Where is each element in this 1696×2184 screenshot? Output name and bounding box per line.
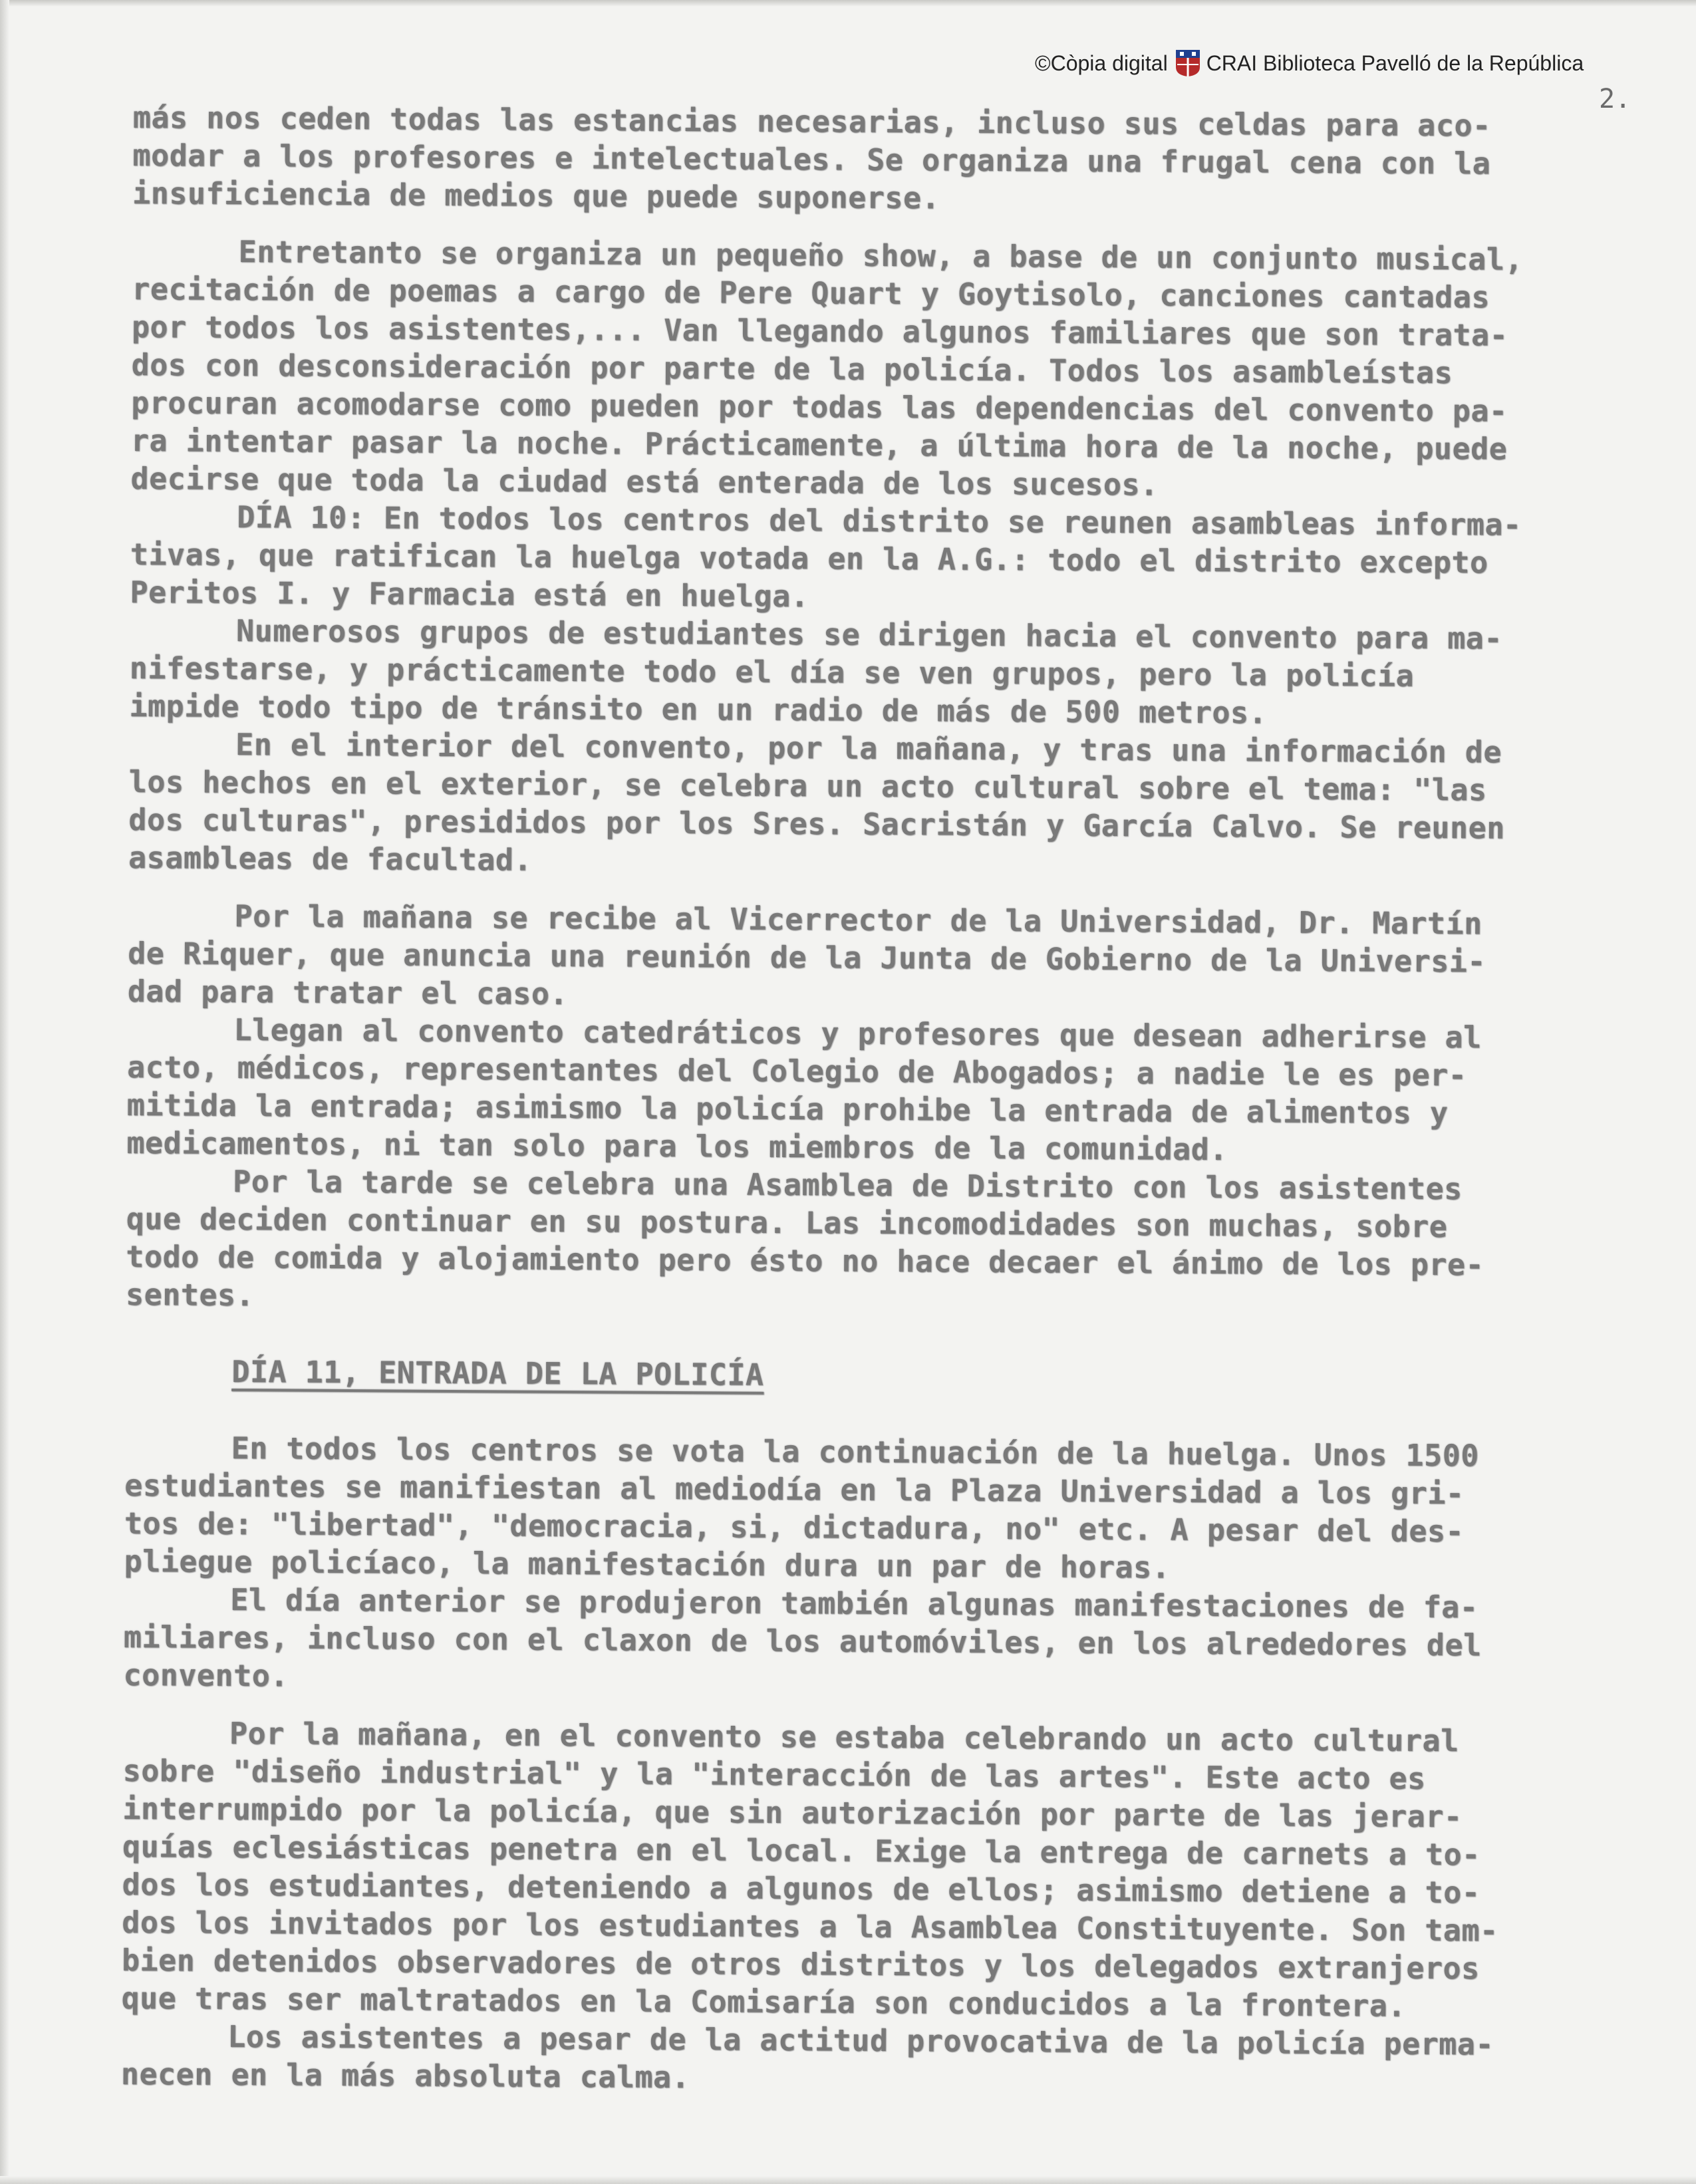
- scan-edge-left: [0, 0, 9, 2184]
- text-line: pliegue policíaco, la manifestación dura un par de horas.: [124, 1543, 1171, 1585]
- watermark-suffix: CRAI Biblioteca Pavelló de la República: [1206, 51, 1584, 75]
- text-line: Peritos I. y Farmacia está en huelga.: [130, 574, 809, 614]
- text-line: bien detenidos observadores de otros distritos y los delegados extranjeros: [121, 1942, 1480, 1986]
- text-line: En el interior del convento, por la mañana, y tras una información de: [235, 726, 1502, 770]
- text-line: estudiantes se manifiestan al mediodía en la Plaza Universidad a los gri-: [124, 1467, 1465, 1512]
- text-line: Entretanto se organiza un pequeño show, a base de un conjunto musical,: [238, 233, 1524, 277]
- watermark-prefix: ©Còpia digital: [1035, 51, 1168, 75]
- text-line: El día anterior se produjeron también algunas manifestaciones de fa-: [230, 1581, 1479, 1625]
- text-line: miliares, incluso con el claxon de los automóviles, en los alrededores del: [123, 1619, 1482, 1663]
- text-line: En todos los centros se vota la continuación de la huelga. Unos 1500: [231, 1430, 1480, 1474]
- text-line: dos con desconsideración por parte de la policía. Todos los asambleístas: [131, 346, 1453, 391]
- text-line: modar a los profesores e intelectuales. Se organiza una frugal cena con la: [132, 137, 1491, 182]
- text-line: recitación de poemas a cargo de Pere Quart y Goytisolo, canciones cantadas: [132, 271, 1490, 315]
- text-line: procuran acomodarse como pueden por todas las dependencias del convento pa-: [131, 384, 1508, 429]
- text-line: interrumpido por la policía, que sin autorización por parte de las jerar-: [122, 1790, 1463, 1835]
- text-line: que deciden continuar en su postura. Las incomodidades son muchas, sobre: [126, 1200, 1448, 1245]
- scan-edge-top: [0, 0, 1696, 7]
- text-line: ra intentar pasar la noche. Prácticamente, a última hora de la noche, puede: [130, 422, 1508, 467]
- text-line: medicamentos, ni tan solo para los miembros de la comunidad.: [126, 1125, 1228, 1168]
- text-line: dos culturas", presididos por los Sres. Sacristán y García Calvo. Se reunen: [128, 801, 1505, 846]
- text-line: dos los estudiantes, deteniendo a algunos de ellos; asimismo detiene a to-: [122, 1866, 1481, 1911]
- text-line: todo de comida y alojamiento pero ésto no hace decaer el ánimo de los pre-: [126, 1238, 1484, 1283]
- text-line: que tras ser maltratados en la Comisaría son conducidos a la frontera.: [121, 1980, 1407, 2024]
- text-line: tos de: "libertad", "democracia, si, dictadura, no" etc. A pesar del des-: [124, 1505, 1465, 1550]
- text-line: los hechos en el exterior, se celebra un acto cultural sobre el tema: "las: [128, 763, 1487, 808]
- text-line: tivas, que ratifican la huelga votada en la A.G.: todo el distrito excepto: [130, 536, 1488, 581]
- text-line: insuficiencia de medios que puede suponerse.: [132, 175, 940, 216]
- text-line: sentes.: [125, 1276, 255, 1313]
- text-line: Numerosos grupos de estudiantes se dirigen hacia el convento para ma-: [235, 613, 1503, 656]
- text-line: Los asistentes a pesar de la actitud provocativa de la policía perma-: [227, 2018, 1494, 2062]
- section-heading: DÍA 11, ENTRADA DE LA POLICÍA: [231, 1353, 764, 1393]
- text-line: Por la tarde se celebra una Asamblea de Distrito con los asistentes: [232, 1163, 1463, 1207]
- text-line: asambleas de facultad.: [128, 839, 533, 878]
- text-line: dos los invitados por los estudiantes a la Asamblea Constituyente. Son tam-: [122, 1904, 1498, 1949]
- digital-copy-watermark: [1035, 47, 1584, 80]
- text-line: necen en la más absoluta calma.: [120, 2056, 690, 2096]
- text-line: acto, médicos, representantes del Colegio de Abogados; a nadie le es per-: [126, 1049, 1467, 1093]
- text-line: más nos ceden todas las estancias necesarias, incluso sus celdas para aco-: [132, 100, 1491, 144]
- text-line: por todos los asistentes,... Van llegando algunos familiares que son trata-: [131, 309, 1508, 353]
- text-line: Por la mañana, en el convento se estaba celebrando un acto cultural: [229, 1715, 1459, 1759]
- text-line: dad para tratar el caso.: [127, 973, 569, 1012]
- text-line: DÍA 10: En todos los centros del distrito se reunen asambleas informa-: [237, 499, 1522, 543]
- text-line: convento.: [123, 1657, 289, 1694]
- text-line: Por la mañana se recibe al Vicerrector de la Universidad, Dr. Martín: [234, 898, 1483, 942]
- text-line: de Riquer, que anuncia una reunión de la Junta de Gobierno de la Universi-: [127, 935, 1486, 980]
- text-line: mitida la entrada; asimismo la policía prohibe la entrada de alimentos y: [126, 1087, 1449, 1131]
- typewritten-body: [120, 100, 1663, 2096]
- text-line: Llegan al convento catedráticos y profesores que desean adherirse al: [233, 1012, 1482, 1055]
- text-line: nifestarse, y prácticamente todo el día se ven grupos, pero la policía: [129, 650, 1415, 694]
- scan-edge-bottom: [0, 2176, 1696, 2184]
- text-line: quías eclesiásticas penetra en el local. Exige la entrega de carnets a to-: [122, 1828, 1481, 1873]
- text-line: impide todo tipo de tránsito en un radio de más de 500 metros.: [129, 688, 1268, 731]
- text-line: sobre "diseño industrial" y la "interacción de las artes". Este acto es: [122, 1752, 1426, 1796]
- crai-shield-icon: [1175, 49, 1201, 78]
- page-number: 2.: [1599, 84, 1631, 114]
- text-line: decirse que toda la ciudad está enterada de los sucesos.: [130, 460, 1159, 503]
